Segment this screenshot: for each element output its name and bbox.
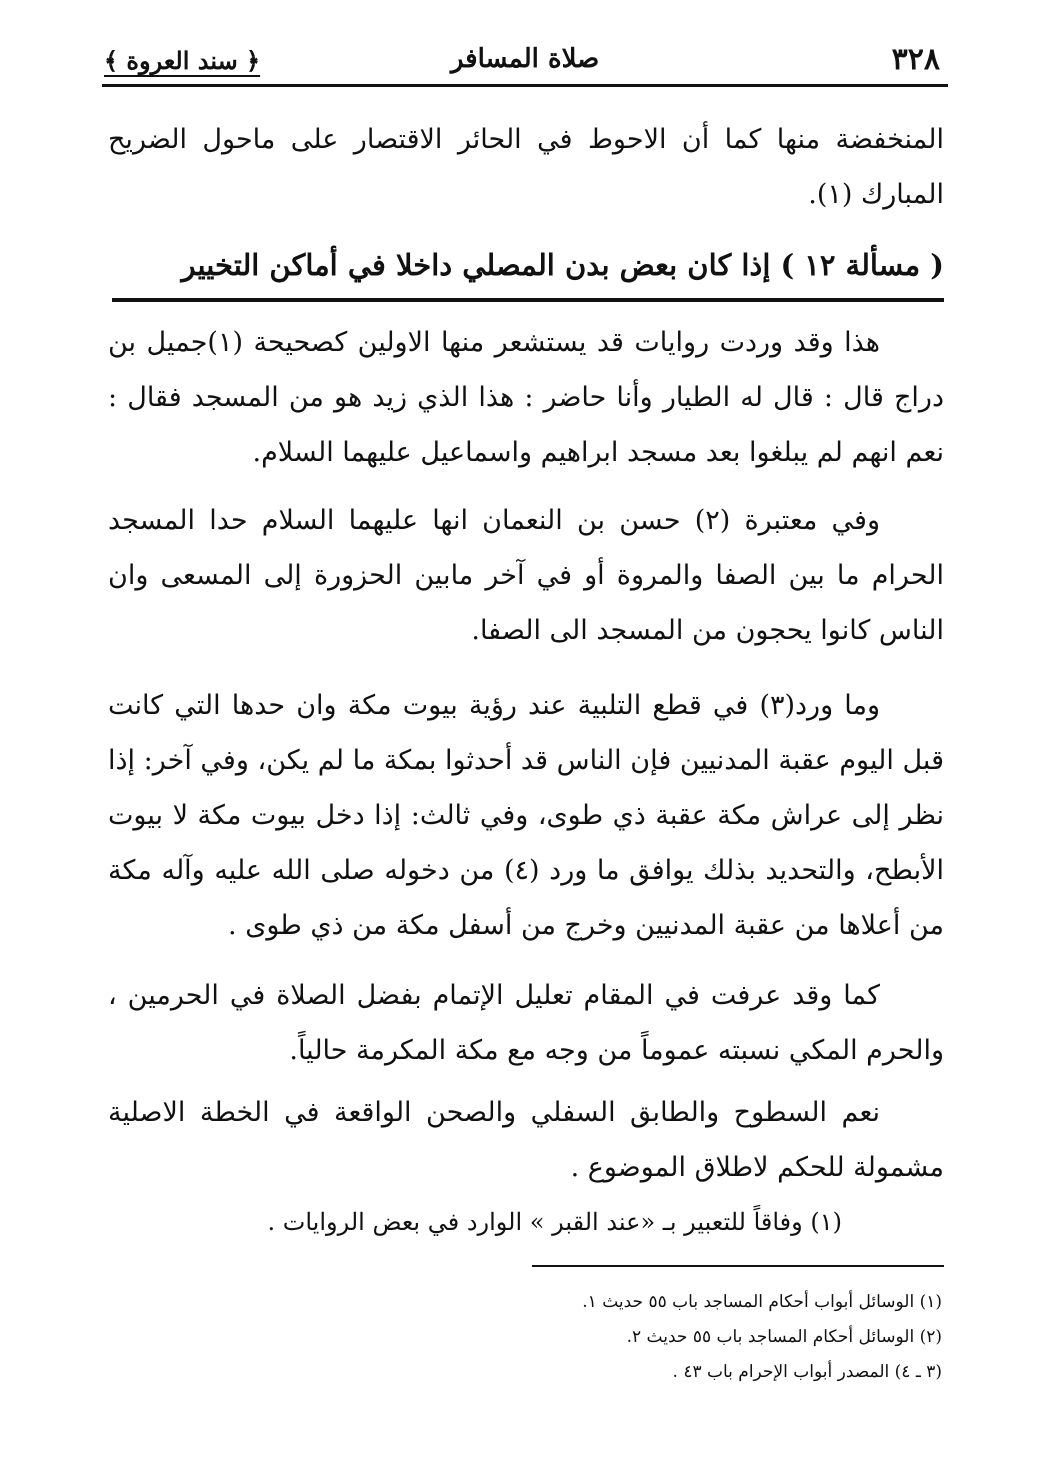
chapter-title: صلاة المسافر [450,44,600,74]
question-divider [112,298,944,302]
running-header [102,42,948,82]
book-title: ﴿ سند العروة ﴾ [104,46,261,75]
paragraph-3: وما ورد(٣) في قطع التلبية عند رؤية بيوت مكة وان حدها التي كانت قبل اليوم عقبة المدنيين فإن الناس قد أحدثوا بمكة ما لم يكن، وفي آخر: إذا نظر إلى عراش مكة عقبة ذي طوى، وفي ثالث: إذا دخل بيوت مكة لا بيوت الأبطح، والتحديد بذلك يوافق ما ورد (٤) من دخوله صلى الله عليه وآله مكة من أعلاها من عقبة المدنيين وخرج من أسفل مكة من ذي طوى . [108,690,944,941]
header-divider [102,84,948,87]
question-heading: ( مسألة ١٢ ) إذا كان بعض بدن المصلي داخلا في أماكن التخيير [181,248,944,282]
footnote-2: (٢) الوسائل أحكام المساجد باب ٥٥ حديث ٢. [626,1327,942,1347]
paragraph-4: كما وقد عرفت في المقام تعليل الإتمام بفضل الصلاة في الحرمين ، والحرم المكي نسبته عموماً من وجه مع مكة المكرمة حالياً. [108,980,944,1066]
paragraph-1: هذا وقد وردت روايات قد يستشعر منها الاولين كصحيحة (١)جميل بن دراج قال : قال له الطيار وأنا حاضر : هذا الذي زيد هو من المسجد فقال : نعم انهم لم يبلغوا بعد مسجد ابراهيم واسماعيل عليهما السلام. [108,327,944,468]
paragraph-2: وفي معتبرة (٢) حسن بن النعمان انها عليهما السلام حدا المسجد الحرام ما بين الصفا والمروة أو في آخر مابين الحزورة إلى المسعى وان الناس كانوا يحجون من المسجد الى الصفا. [108,505,944,646]
intro-paragraph: المنخفضة منها كما أن الاحوط في الحائر الاقتصار على ماحول الضريح المبارك (١). [108,124,944,210]
page-number: ٣٢٨ [891,42,940,77]
footnote-1: (١) الوسائل أبواب أحكام المساجد باب ٥٥ حديث ١. [582,1292,942,1312]
footnote-divider [532,1265,944,1267]
paragraph-5: نعم السطوح والطابق السفلي والصحن الواقعة في الخطة الاصلية مشمولة للحكم لاطلاق الموضوع . [108,1097,944,1183]
footnote-3: (٣ ـ ٤) المصدر أبواب الإحرام باب ٤٣ . [672,1362,942,1382]
author-note: (١) وفاقاً للتعبير بـ «عند القبر » الوارد في بعض الروايات . [267,1208,842,1236]
